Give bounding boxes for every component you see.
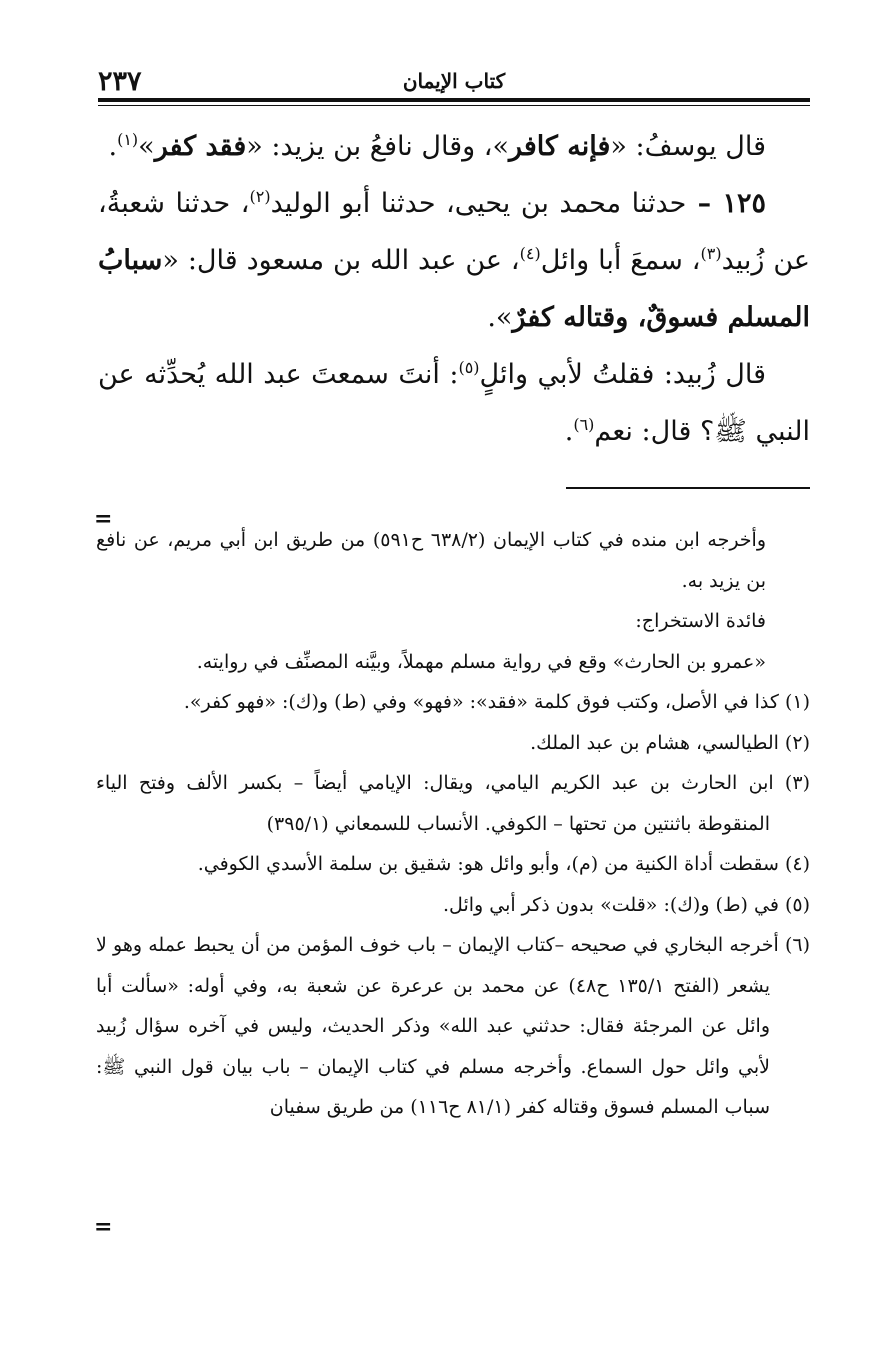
p1-text-b: »، وقال نافعُ بن يزيد: « — [246, 131, 509, 162]
footnote-continued-2: فائدة الاستخراج: — [635, 610, 766, 632]
p3-text-a: قال زُبيد: فقلتُ لأبي وائلٍ — [479, 359, 766, 390]
footnote-separator — [566, 487, 810, 489]
p2-text-b: ، حدثنا شعبةُ، عن زُبيد — [98, 188, 810, 276]
footnote-4: (٤) سقطت أداة الكنية من (م)، وأبو وائل هو: شقيق بن سلمة الأسدي الكوفي. — [197, 853, 810, 875]
header-rule-thick — [98, 98, 810, 102]
p2-text-d: ، عن عبد الله بن مسعود قال: « — [162, 245, 520, 276]
running-title: كتاب الإيمان — [402, 69, 506, 93]
p3-text-end: . — [564, 416, 574, 447]
footnote-1: (١) كذا في الأصل، وكتب فوق كلمة «فقد»: «فهو» وفي (ط) و(ك): «فهو كفر». — [183, 691, 810, 713]
hadith-matn: سبابُ المسلم فسوقٌ، وقتاله كفرٌ — [98, 245, 810, 333]
p2-text-c: ، سمعَ أبا وائل — [540, 245, 701, 276]
p2-text-end: ». — [487, 302, 513, 333]
footnote-marker-6: (٦) — [573, 415, 595, 434]
page-number: ٢٣٧ — [98, 66, 142, 97]
p3-text-b: : أنتَ سمعتَ عبد الله يُحدِّثه عن النبي ﷺ؟ قال: نعم — [98, 359, 810, 447]
page-header — [98, 66, 810, 96]
p1-quote-2: فقد كفر — [154, 131, 247, 162]
paragraph-3 — [98, 346, 810, 460]
footnotes — [96, 520, 810, 1128]
footnote-continued-1: وأخرجه ابن منده في كتاب الإيمان (٦٣٨/٢ ح٥٩١) من طريق ابن أبي مريم، عن نافع بن يزيد به. — [96, 529, 766, 592]
p2-text-a: حدثنا محمد بن يحيى، حدثنا أبو الوليد — [270, 188, 687, 219]
footnote-3: (٣) ابن الحارث بن عبد الكريم اليامي، ويقال: الإيامي أيضاً – بكسر الألف وفتح الياء المنقوطة باثنتين من تحتها – الكوفي. الأنساب للسمعاني (٣٩٥/١) — [96, 772, 810, 835]
p1-text-c: » — [138, 131, 155, 162]
footnote-marker-3: (٣) — [700, 244, 722, 263]
p1-quote-1: فإنه كافر — [509, 131, 611, 162]
header-rule-thin — [98, 105, 810, 106]
p1-text-end: . — [108, 131, 118, 162]
continuation-mark-bottom: = — [94, 1214, 113, 1240]
paragraph-1 — [98, 118, 810, 175]
footnote-5: (٥) في (ط) و(ك): «قلت» بدون ذكر أبي وائل. — [443, 893, 810, 916]
paragraph-2 — [98, 175, 810, 346]
footnote-6: (٦) أخرجه البخاري في صحيحه –كتاب الإيمان – باب خوف المؤمن من أن يحبط عمله وهو لا يشعر (الفتح ١٣٥/١ ح٤٨) عن محمد بن عرعرة عن شعبة به، وفي أوله: «سألت أبا وائل عن المرجئة فقال: حدثني عبد الله» وذكر الحديث، وليس في آخره سؤال زُبيد لأبي وائل حول السماع. وأخرجه مسلم في كتاب الإيمان – باب بيان قول النبي ﷺ: سباب المسلم فسوق وقتاله كفر (٨١/١ ح١١٦) من طريق سفيان — [96, 934, 810, 1118]
footnote-continued-3: «عمرو بن الحارث» وقع في رواية مسلم مهملاً، وبيَّنه المصنِّف في روايته. — [196, 650, 766, 673]
footnote-marker-2: (٢) — [249, 187, 271, 206]
footnote-2: (٢) الطيالسي، هشام بن عبد الملك. — [530, 731, 810, 754]
footnote-marker-1: (١) — [117, 130, 139, 149]
footnote-marker-5: (٥) — [458, 358, 480, 377]
p1-text-a: قال يوسفُ: « — [610, 131, 766, 162]
continuation-mark-top: = — [94, 506, 113, 532]
hadith-number: ١٢٥ – — [686, 188, 766, 219]
main-text — [98, 118, 810, 460]
footnote-marker-4: (٤) — [519, 244, 541, 263]
